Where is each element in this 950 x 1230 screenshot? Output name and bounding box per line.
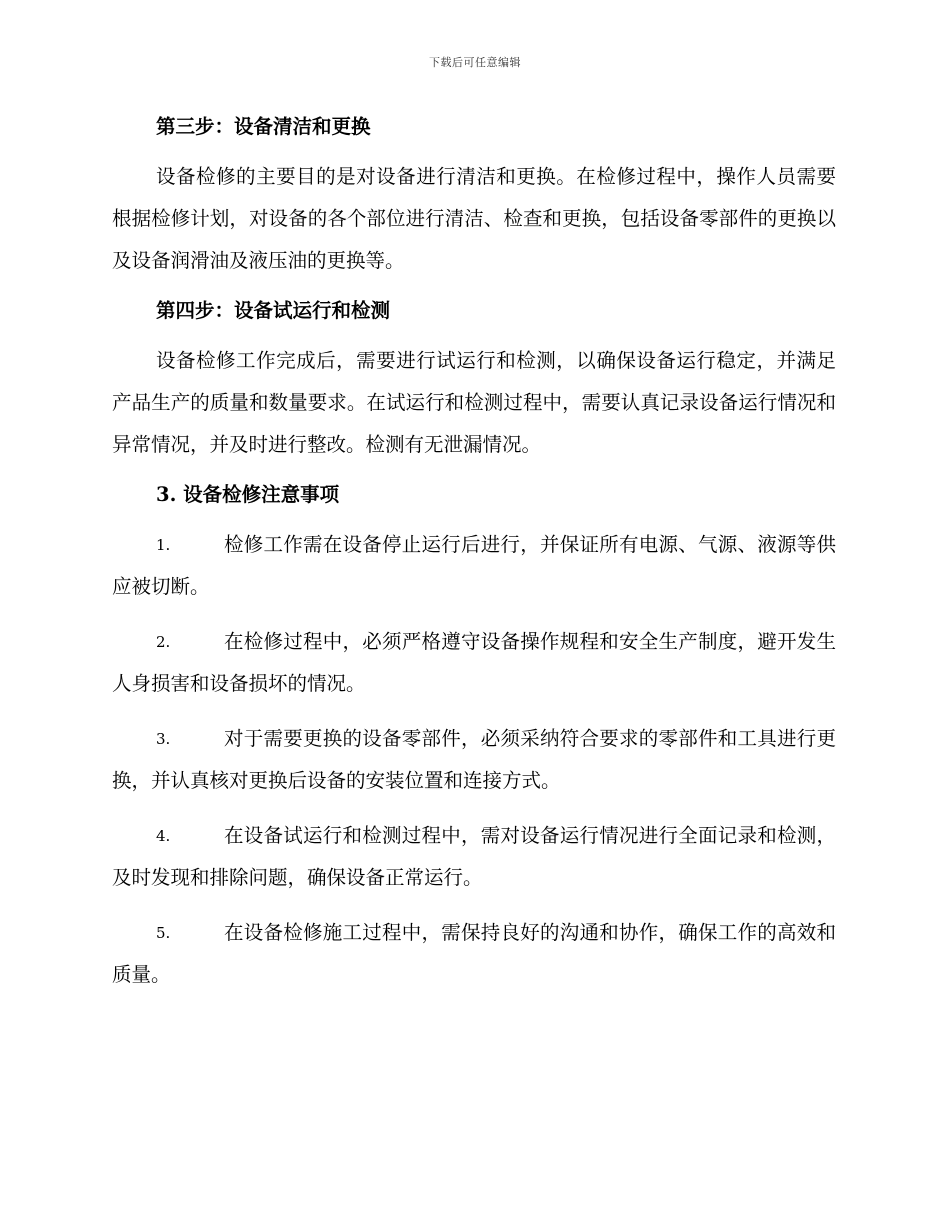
list-item-text: 检修工作需在设备停止运行后进行，并保证所有电源、气源、液源等供应被切断。: [112, 533, 836, 598]
list-item-text: 对于需要更换的设备零部件，必须采纳符合要求的零部件和工具进行更换，并认真核对更换后设备的安装位置和连接方式。: [112, 727, 836, 792]
step4-paragraph: 设备检修工作完成后，需要进行试运行和检测，以确保设备运行稳定，并满足产品生产的质量和数量要求。在试运行和检测过程中，需要认真记录设备运行情况和异常情况，并及时进行整改。检测有无泄漏情况。: [112, 349, 836, 456]
list-item-number: 5.: [156, 924, 171, 942]
header-note: 下载后可任意编辑: [429, 56, 521, 69]
list-item: [112, 912, 836, 996]
list-item-number: 3.: [156, 730, 171, 748]
list-item: [112, 621, 836, 705]
document-body: [112, 106, 836, 1009]
list-item: [112, 815, 836, 899]
step3-paragraph: 设备检修的主要目的是对设备进行清洁和更换。在检修过程中，操作人员需要根据检修计划，对设备的各个部位进行清洁、检查和更换，包括设备零部件的更换以及设备润滑油及液压油的更换等。: [112, 165, 836, 272]
list-item-text: 在设备检修施工过程中，需保持良好的沟通和协作，确保工作的高效和质量。: [112, 921, 836, 986]
list-item: [112, 718, 836, 802]
list-item-number: 1.: [156, 536, 171, 554]
section3-heading: 3. 设备检修注意事项: [156, 483, 340, 506]
list-item-number: 4.: [156, 827, 171, 845]
list-item-text: 在检修过程中，必须严格遵守设备操作规程和安全生产制度，避开发生人身损害和设备损坏的情况。: [112, 630, 836, 695]
step3-heading: 第三步：设备清洁和更换: [156, 115, 371, 138]
step4-heading: 第四步：设备试运行和检测: [156, 299, 391, 322]
list-item: [112, 524, 836, 608]
list-item-number: 2.: [156, 633, 171, 651]
list-item-text: 在设备试运行和检测过程中，需对设备运行情况进行全面记录和检测，及时发现和排除问题，确保设备正常运行。: [112, 824, 836, 889]
